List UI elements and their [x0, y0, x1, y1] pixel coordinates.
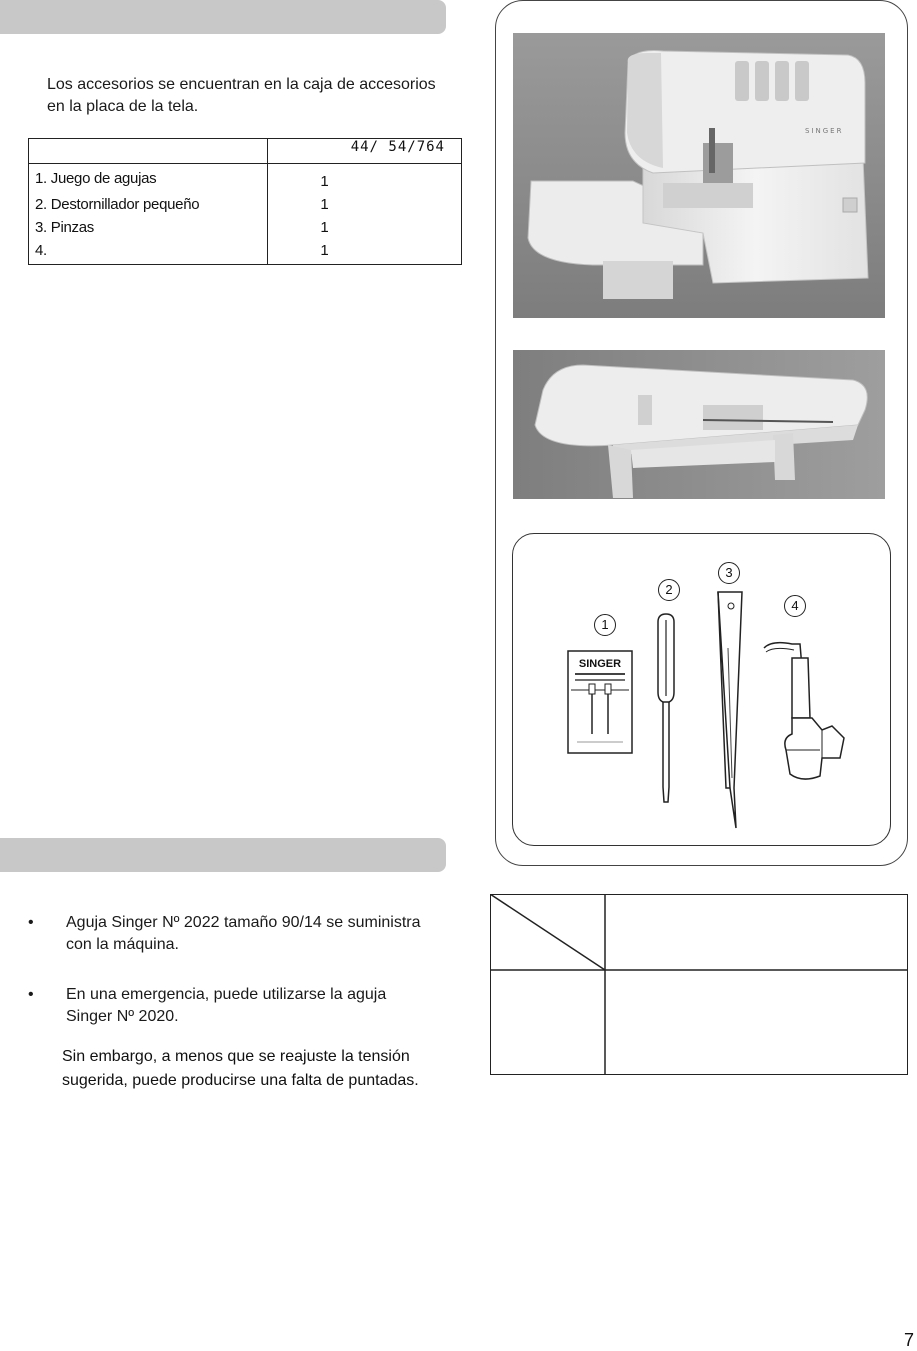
bullet-text: Aguja Singer Nº 2022 tamaño 90/14 se suministra con la máquina.	[66, 914, 421, 953]
model-header: 44/ 54/764	[268, 139, 462, 164]
accessories-intro-text: Los accesorios se encuentran en la caja de accesorios en la placa de la tela.	[47, 76, 436, 115]
needle-tension-note: Sin embargo, a menos que se reajuste la tensión sugerida, puede producirse una falta de puntadas.	[62, 1048, 419, 1089]
accessories-table	[28, 138, 462, 265]
needle-pack-brand: SINGER	[578, 658, 622, 670]
list-item	[28, 984, 428, 1028]
accessory-name: 2. Destornillador pequeño	[29, 193, 268, 216]
table-row	[29, 216, 462, 239]
accessory-name: 4.	[29, 239, 268, 265]
list-item	[28, 912, 428, 956]
accessory-qty: 1	[268, 164, 462, 194]
accessory-qty: 1	[268, 193, 462, 216]
bullet-dot: •	[28, 914, 34, 931]
machine-brand-label: SINGER	[805, 127, 844, 135]
accessory-box-photo	[513, 350, 885, 499]
table-row	[29, 164, 462, 194]
overlock-machine-illustration	[513, 33, 885, 318]
overlock-machine-photo	[513, 33, 885, 318]
accessory-qty: 1	[268, 239, 462, 265]
needle-reference-box	[490, 894, 908, 1075]
tool-number-2: 2	[658, 579, 680, 601]
needle-pack-drawing	[567, 650, 633, 754]
table-row	[29, 239, 462, 265]
tool-number-3: 3	[718, 562, 740, 584]
accessory-name: 1. Juego de agujas	[29, 164, 268, 194]
needle-reference-lines	[490, 894, 908, 1075]
tweezers-drawing	[714, 588, 748, 832]
table-row	[29, 193, 462, 216]
bullet-dot: •	[28, 986, 34, 1003]
threader-tool-drawing	[762, 638, 854, 788]
accessories-section-header-bar	[0, 0, 446, 34]
accessory-name: 3. Pinzas	[29, 216, 268, 239]
tool-number-4: 4	[784, 595, 806, 617]
screwdriver-drawing	[653, 612, 679, 807]
accessories-table-header	[29, 139, 462, 164]
page-number: 7	[903, 1330, 914, 1350]
accessory-box-illustration	[513, 350, 885, 499]
needle-bullet-list	[28, 912, 428, 1056]
tool-number-1: 1	[594, 614, 616, 636]
accessory-qty: 1	[268, 216, 462, 239]
needle-section-header-bar	[0, 838, 446, 872]
bullet-text: En una emergencia, puede utilizarse la aguja Singer Nº 2020.	[66, 986, 387, 1025]
